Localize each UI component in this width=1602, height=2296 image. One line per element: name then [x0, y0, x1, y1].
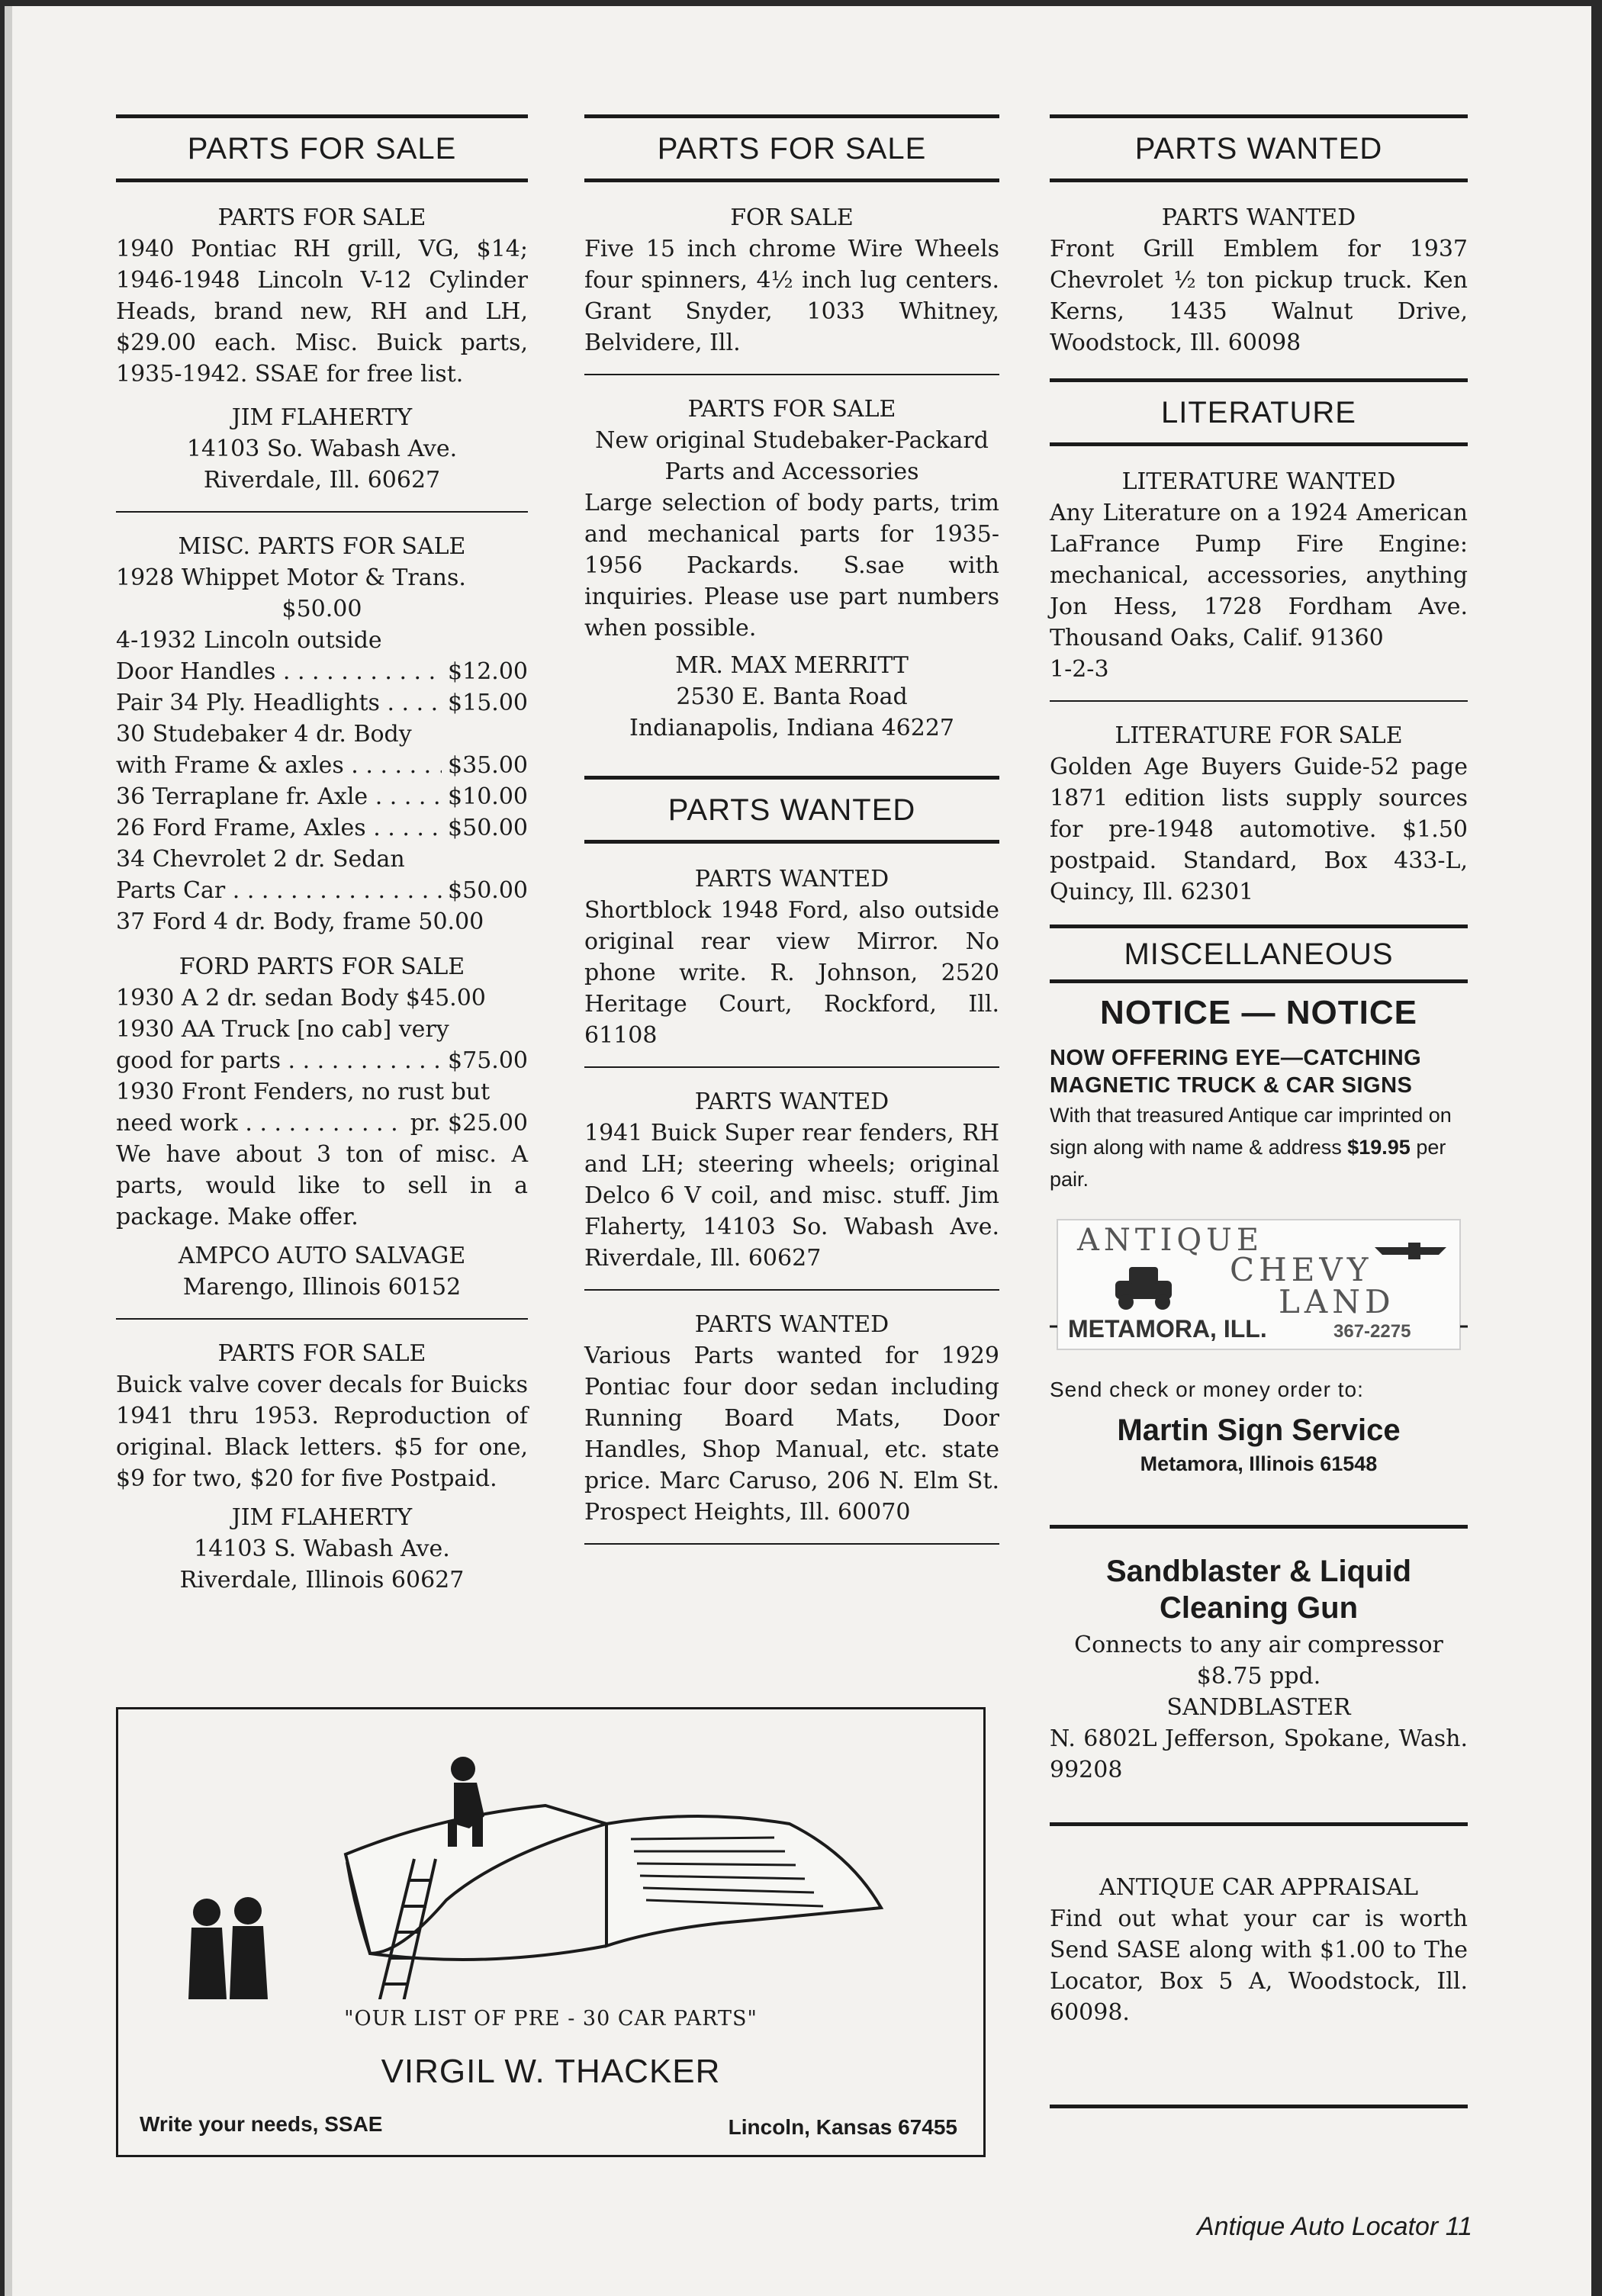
ad-subtitle: Parts and Accessories	[664, 458, 919, 485]
item-price: $10.00	[448, 783, 528, 810]
ad-address: Marengo, Illinois 60152	[182, 1274, 462, 1301]
ad-title: Sandblaster & Liquid	[1105, 1555, 1412, 1588]
ad-pontiac-1929	[584, 1309, 999, 1528]
ad-code: 1-2-3	[1050, 656, 1109, 683]
ad-contact-name: JIM FLAHERTY	[231, 404, 413, 431]
divider	[116, 511, 528, 513]
ad-address: 2530 E. Banta Road	[676, 683, 908, 710]
ad-body: Large selection of body parts, trim and mechanical parts for 1935-1956 Packards. S.sae with inquiries. Please use part numbers when possible.	[584, 490, 999, 642]
ad-address: Riverdale, Ill. 60627	[203, 467, 441, 494]
price-line	[116, 750, 528, 781]
divider	[584, 374, 999, 375]
ad-headline: NOW OFFERING EYE—CATCHING	[1050, 1046, 1422, 1070]
onlookers-icon	[188, 1897, 268, 1999]
ad-body: We have about 3 ton of misc. A parts, would like to sell in a package. Make offer.	[116, 1141, 528, 1230]
section-heading: PARTS WANTED	[584, 776, 999, 844]
item-price: $50.00	[448, 815, 528, 841]
ad-title: MISC. PARTS FOR SALE	[178, 533, 466, 560]
ad-line: 4-1932 Lincoln outside	[116, 627, 382, 654]
ad-address: Indianapolis, Indiana 46227	[629, 715, 955, 741]
ad-price: $8.75 ppd.	[1196, 1663, 1321, 1690]
price-line	[116, 875, 528, 906]
item-label: need work . . .	[116, 1108, 404, 1139]
item-price: pr. $25.00	[410, 1110, 528, 1137]
ad-line: SANDBLASTER	[1166, 1694, 1351, 1721]
price-line	[116, 687, 528, 719]
ad-literature-wanted	[1050, 466, 1468, 685]
sign-sample-graphic	[1050, 1215, 1468, 1360]
sign-line-antique: ANTIQUE	[1077, 1223, 1264, 1258]
price-line	[116, 812, 528, 844]
ad-body: Shortblock 1948 Ford, also outside original rear view Mirror. No phone write. R. Johnson, 2520 Heritage Court, Rockford, Ill. 61108	[584, 897, 999, 1049]
item-label: with Frame & axles . . .	[116, 750, 442, 781]
ad-body: Any Literature on a 1924 American LaFrance Pump Fire Engine: mechanical, accessories, anything Jon Hess, 1728 Fordham Ave. Thousand Oaks, Calif. 91360	[1050, 500, 1468, 651]
ad-appraisal	[1050, 1872, 1468, 2028]
item-label: Parts Car . . .	[116, 875, 442, 906]
ad-line: 37 Ford 4 dr. Body, frame 50.00	[116, 908, 484, 935]
section-heading: PARTS WANTED	[1050, 114, 1468, 182]
ad-title: PARTS WANTED	[694, 1089, 889, 1115]
ad-body: Various Parts wanted for 1929 Pontiac four door sedan including Running Board Mats, Door Handles, Shop Manual, etc. state price. Marc Caruso, 206 N. Elm St. Prospect Heights, Ill. 60070	[584, 1343, 999, 1526]
ad-studebaker-packard	[584, 394, 999, 744]
divider	[1050, 1822, 1468, 1826]
company-address: Metamora, Illinois 61548	[1140, 1452, 1378, 1475]
divider	[584, 1066, 999, 1068]
thacker-ad-box	[116, 1707, 986, 2157]
sign-price: $19.95	[1347, 1136, 1411, 1159]
item-label: good for parts . . .	[116, 1045, 442, 1076]
ad-title: Cleaning Gun	[1160, 1591, 1358, 1625]
ad-title: ANTIQUE CAR APPRAISAL	[1099, 1874, 1419, 1901]
ad-grill-emblem	[1050, 202, 1468, 359]
item-label: 36 Terraplane fr. Axle . . .	[116, 781, 442, 812]
section-heading: LITERATURE	[1050, 378, 1468, 446]
ad-wire-wheels	[584, 202, 999, 359]
ad-contact-name: AMPCO AUTO SALVAGE	[178, 1243, 466, 1269]
ad-body: Buick valve cover decals for Buicks 1941 thru 1953. Reproduction of original. Black letters. $5 for one, $9 for two, $20 for five Postpaid.	[116, 1371, 528, 1492]
column-right	[1050, 114, 1468, 2108]
ad-line: 1930 Front Fenders, no rust but	[116, 1079, 491, 1105]
section-heading: MISCELLANEOUS	[1050, 925, 1468, 983]
divider	[1050, 1525, 1468, 1529]
price-line	[116, 1045, 528, 1076]
ad-line: 1928 Whippet Motor & Trans.	[116, 564, 466, 591]
column-left	[116, 114, 528, 1596]
section-heading: PARTS FOR SALE	[116, 114, 528, 182]
ad-contact-name: MR. MAX MERRITT	[675, 652, 909, 679]
thacker-name: VIRGIL W. THACKER	[381, 2053, 721, 2090]
ad-misc-parts-for-sale	[116, 531, 528, 937]
ad-title: LITERATURE FOR SALE	[1115, 722, 1403, 749]
page-footer: Antique Auto Locator 11	[1196, 2212, 1472, 2241]
send-to: Send check or money order to:	[1050, 1378, 1364, 1401]
ad-body: Golden Age Buyers Guide-52 page 1871 edition lists supply sources for pre-1948 automotive. $1.50 postpaid. Standard, Box 433-L, Quincy, Ill. 62301	[1050, 754, 1468, 905]
price-line	[116, 656, 528, 687]
ad-title: PARTS FOR SALE	[687, 396, 896, 423]
column-middle	[584, 114, 999, 1563]
description-text: per pair.	[1050, 1136, 1446, 1191]
ad-price: $50.00	[281, 596, 362, 622]
section-heading: PARTS FOR SALE	[584, 114, 999, 182]
ad-address: 14103 So. Wabash Ave.	[186, 436, 458, 462]
thacker-tagline: "OUR LIST OF PRE - 30 CAR PARTS"	[344, 2007, 758, 2031]
ad-body: N. 6802L Jefferson, Spokane, Wash. 99208	[1050, 1725, 1468, 1783]
ad-line: Connects to any air compressor	[1074, 1632, 1443, 1658]
divider	[584, 1543, 999, 1545]
ad-contact-name: JIM FLAHERTY	[231, 1504, 413, 1531]
price-line	[116, 781, 528, 812]
ad-shortblock-ford	[584, 863, 999, 1051]
ad-address: Riverdale, Illinois 60627	[179, 1567, 465, 1593]
book-illustration	[118, 1709, 983, 1999]
divider	[1050, 700, 1468, 702]
ad-line: 1930 AA Truck [no cab] very	[116, 1016, 449, 1043]
divider	[584, 1289, 999, 1291]
ad-body: Find out what your car is worth Send SASE along with $1.00 to The Locator, Box 5 A, Woodstock, Ill. 60098.	[1050, 1905, 1468, 2026]
ad-address: 14103 S. Wabash Ave.	[194, 1535, 450, 1562]
thacker-instructions: Write your needs, SSAE	[140, 2112, 383, 2136]
item-label: Door Handles . . .	[116, 656, 442, 687]
ad-body: 1941 Buick Super rear fenders, RH and LH; steering wheels; original Delco 6 V coil, and misc. stuff. Jim Flaherty, 14103 So. Wabash Ave. Riverdale, Ill. 60627	[584, 1120, 999, 1272]
ad-title: PARTS WANTED	[1161, 204, 1356, 231]
item-label: Pair 34 Ply. Headlights . . .	[116, 687, 442, 719]
ad-sandblaster	[1050, 1553, 1468, 1786]
price-line	[116, 1108, 528, 1139]
sign-line-land: LAND	[1279, 1283, 1395, 1320]
ad-description	[1050, 1099, 1468, 1195]
sign-phone: 367-2275	[1333, 1321, 1411, 1342]
ad-title: FORD PARTS FOR SALE	[179, 953, 465, 980]
ad-body: Front Grill Emblem for 1937 Chevrolet ½ ton pickup truck. Ken Kerns, 1435 Walnut Drive, Woodstock, Ill. 60098	[1050, 236, 1468, 356]
company-name: Martin Sign Service	[1117, 1413, 1401, 1447]
ad-title: PARTS FOR SALE	[217, 1340, 426, 1367]
ad-body: 1940 Pontiac RH grill, VG, $14; 1946-1948 Lincoln V-12 Cylinder Heads, brand new, RH and LH, $29.00 each. Misc. Buick parts, 1935-1942. SSAE for free list.	[116, 236, 528, 387]
item-price: $50.00	[448, 877, 528, 904]
item-price: $75.00	[448, 1047, 528, 1074]
ad-title: PARTS FOR SALE	[217, 204, 426, 231]
notice-heading: NOTICE — NOTICE	[1100, 994, 1417, 1031]
ad-line: 30 Studebaker 4 dr. Body	[116, 721, 412, 748]
ad-title: LITERATURE WANTED	[1121, 468, 1396, 495]
thacker-address: Lincoln, Kansas 67455	[728, 2115, 957, 2139]
description-text: With that treasured Antique car imprinted on sign along with name & address	[1050, 1104, 1452, 1159]
ad-title: FOR SALE	[730, 204, 854, 231]
ad-body: Five 15 inch chrome Wire Wheels four spinners, 4½ inch lug centers. Grant Snyder, 1033 Whitney, Belvidere, Ill.	[584, 236, 999, 356]
sign-sample	[1050, 1215, 1468, 1360]
divider	[1050, 2105, 1468, 2108]
sign-line-chevy: CHEVY	[1230, 1251, 1373, 1288]
ad-literature-for-sale	[1050, 720, 1468, 908]
ad-title: PARTS WANTED	[694, 866, 889, 892]
item-price: $12.00	[448, 658, 528, 685]
item-price: $35.00	[448, 752, 528, 779]
ad-ford-parts-for-sale	[116, 951, 528, 1303]
ad-buick-decals	[116, 1338, 528, 1596]
ad-magnetic-signs	[1050, 994, 1468, 1476]
item-price: $15.00	[448, 690, 528, 716]
ad-line: 34 Chevrolet 2 dr. Sedan	[116, 846, 405, 873]
ad-parts-for-sale-flaherty	[116, 202, 528, 496]
ad-line: 1930 A 2 dr. sedan Body $45.00	[116, 985, 486, 1011]
item-label: 26 Ford Frame, Axles . . .	[116, 812, 442, 844]
ad-headline: MAGNETIC TRUCK & CAR SIGNS	[1050, 1073, 1413, 1098]
ad-buick-super	[584, 1086, 999, 1274]
divider	[116, 1318, 528, 1320]
ad-title: PARTS WANTED	[694, 1311, 889, 1338]
ad-subtitle: New original Studebaker-Packard	[595, 427, 989, 454]
sign-town: METAMORA, ILL.	[1068, 1315, 1267, 1343]
